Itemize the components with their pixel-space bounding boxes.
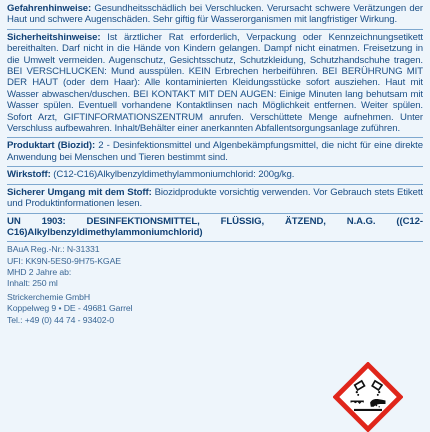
divider [7, 137, 423, 138]
best-before: MHD 2 Jahre ab: [7, 266, 72, 277]
active-text: (C12-C16)Alkylbenzyldimethylammoniumchlorid: 200g/kg. [53, 169, 295, 181]
divider [7, 184, 423, 185]
divider [7, 29, 423, 30]
product-type-text: 2 - Desinfektionsmittel und Algenbekämpfungsmittel, die nicht für eine direkte Anwendung bei Menschen und Tieren bestimmt sind. [7, 140, 423, 163]
product-type-title: Produktart (Biozid): [7, 140, 96, 152]
company-address: Koppelweg 9 • DE - 49681 Garrel [7, 303, 133, 314]
baua-reg: BAuA Reg.-Nr.: N-31331 [7, 244, 100, 255]
safe-handling [7, 187, 423, 211]
company-phone: Tel.: +49 (0) 44 74 - 93402-0 [7, 314, 114, 325]
divider [7, 241, 423, 242]
active-substance [7, 169, 423, 181]
safety-title: Sicherheitshinweise: [7, 31, 101, 43]
corrosive-pictogram-icon [333, 362, 403, 432]
safety-text: Ist ärztlicher Rat erforderlich, Verpackung oder Kennzeichnungsetikett bereithalten. Darf nicht in die Hände von Kindern gelangen. Dampf nicht einatmen. Freisetzung in die Umwelt vermeiden. Augenschutz, Gesichtsschutz, Schutzkleidung, Schutzhandschuhe tragen. BEI VERSCHLUCKEN: Mund ausspülen. KEIN Erbrechen herbeiführen. BEI BERÜHRUNG MIT DER HAUT (oder dem Haar): Alle kontaminierten Kleidungsstücke sofort ausziehen. Haut mit Wasser abwaschen/duschen. BEI KONTAKT MIT DEN AUGEN: Einige Minuten lang behutsam mit Wasser spülen. Eventuell vorhandene Kontaktlinsen nach Möglichkeit entfernen. Weiter spülen. Sofort Arzt, GIFTINFORMATIONSZENTRUM anrufen. Verschüttete Menge aufnehmen. Unter Verschluss aufbewahren. Inhalt/Behälter einer anerkannten Abfallentsorgungsanlage zuführen. [7, 31, 423, 135]
divider [7, 166, 423, 167]
divider [7, 213, 423, 214]
safety-statements [7, 32, 423, 136]
content-volume: Inhalt: 250 ml [7, 277, 58, 288]
product-type [7, 140, 423, 164]
ufi-code: UFI: KK9N-5ES0-9H75-KGAE [7, 255, 121, 266]
active-title: Wirkstoff: [7, 169, 51, 181]
un-transport [7, 216, 423, 240]
handling-title: Sicherer Umgang mit dem Stoff: [7, 186, 152, 198]
handling-text: Biozidprodukte vorsichtig verwenden. Vor Gebrauch stets Etikett und Produktinformationen lesen. [7, 186, 423, 210]
company-name: Strickerchemie GmbH [7, 292, 91, 303]
un-text: UN 1903: DESINFEKTIONSMITTEL, FLÜSSIG, ÄTZEND, N.A.G. ((C12-C16)Alkylbenzyldimethylammoniumchlorid) [7, 215, 423, 238]
hazard-statements [7, 3, 423, 27]
hazard-title: Gefahrenhinweise: [7, 3, 92, 14]
hazard-text: Gesundheitsschädlich bei Verschlucken. Verursacht schwere Verätzungen der Haut und schwere Augenschäden. Sehr giftig für Wasserorganismen mit langfristiger Wirkung. [7, 3, 423, 26]
